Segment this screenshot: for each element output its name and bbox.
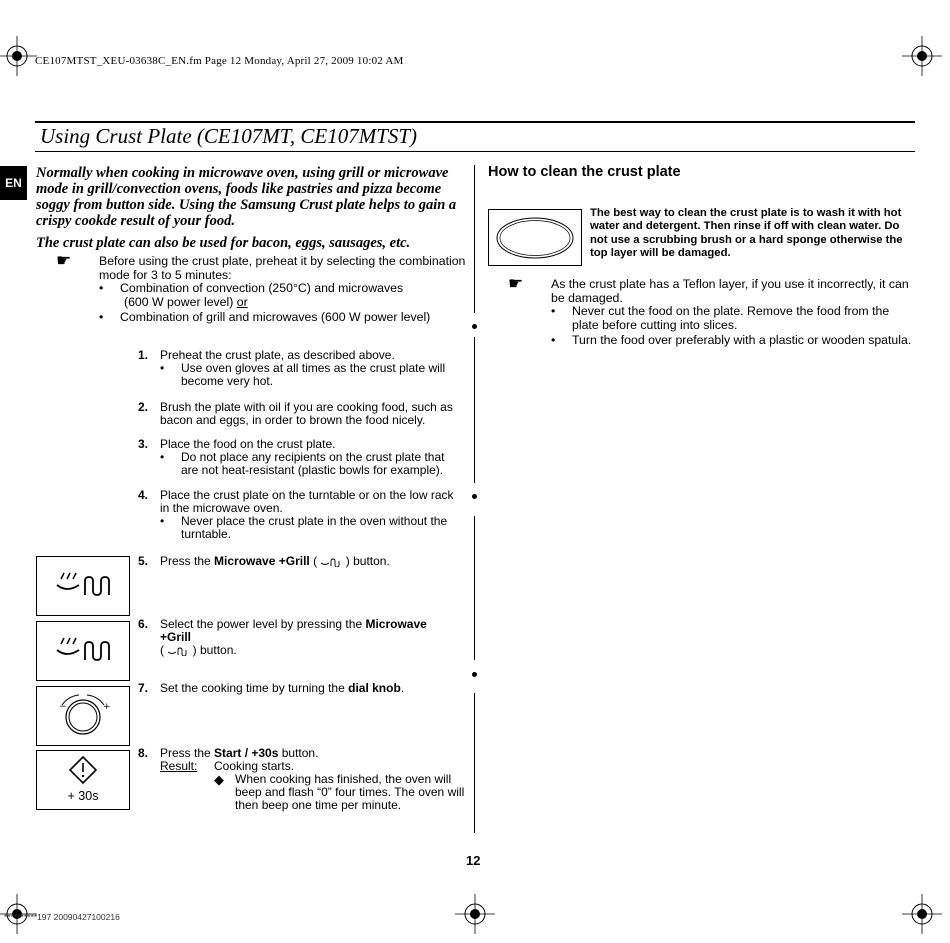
bullet-icon: • <box>160 450 165 464</box>
power-level-text: (600 W power level) <box>124 295 234 309</box>
step-7-pre: Set the cooking time by turning the <box>160 681 349 695</box>
crust-plate-icon <box>489 210 581 265</box>
intro-paragraph-2: The crust plate can also be used for bacon, eggs, sausages, etc. <box>36 235 411 251</box>
step-3-text: Place the food on the crust plate. <box>160 437 336 451</box>
intro-paragraph: Normally when cooking in microwave oven, using grill or microwave mode in grill/convection ovens, foods like pastries and pizza become soggy from button side. Using the Samsung Crust plate helps to gain a crispy cookde result of your food. <box>36 165 457 229</box>
microwave-grill-button-panel <box>36 621 130 681</box>
dial-knob-panel <box>36 686 130 746</box>
step-8-pre: Press the <box>160 746 215 760</box>
step-1-sub: Use oven gloves at all times as the crust plate will become very hot. <box>181 361 446 388</box>
microwave-grill-icon <box>167 646 189 656</box>
column-divider <box>474 337 475 483</box>
teflon-note: As the crust plate has a Teflon layer, if you use it incorrectly, it can be damaged. <box>551 277 909 305</box>
diamond-bullet-icon: ◆ <box>214 772 224 787</box>
microwave-grill-icon <box>37 557 129 615</box>
language-tab: EN <box>0 166 27 200</box>
step-7-post: . <box>400 681 405 695</box>
step-7-text <box>160 682 465 695</box>
registration-mark-icon <box>455 894 495 934</box>
pointing-hand-icon: ☛ <box>508 274 524 293</box>
step-number: 1. <box>138 348 149 362</box>
file-info-header: CE107MTST_XEU-03638C_EN.fm Page 12 Monday, April 27, 2009 10:02 AM <box>35 55 404 67</box>
step-number: 5. <box>138 554 149 568</box>
start-button-label: + 30s <box>67 789 99 803</box>
or-text: or <box>236 295 248 309</box>
result-text: Cooking starts. <box>214 759 295 773</box>
step-8-post: button. <box>278 746 319 760</box>
bullet-icon: • <box>160 361 165 375</box>
crust-plate-image <box>488 209 582 266</box>
step-4-text: Place the crust plate on the turntable or on the low rack in the microwave oven. <box>160 488 454 515</box>
start-label: Start / +30s <box>214 746 279 760</box>
dial-knob-icon <box>37 687 129 745</box>
pointing-hand-icon: ☛ <box>56 251 72 270</box>
step-5-pre: Press the <box>160 554 215 568</box>
footer-code: **********197 20090427100216 <box>4 912 120 922</box>
paren-open: ( <box>160 643 164 657</box>
paren-close: ) button. <box>189 643 237 657</box>
step-6-pre: Select the power level by pressing the <box>160 617 366 631</box>
title-rule-top <box>35 121 915 123</box>
registration-mark-icon <box>902 36 942 76</box>
microwave-grill-label: Microwave +Grill <box>214 554 310 568</box>
microwave-grill-button-panel <box>36 556 130 616</box>
microwave-grill-icon <box>320 557 342 567</box>
cleaning-instructions: The best way to clean the crust plate is to wash it with hot water and detergent. Then rinse if off with clean water. Do not use a scrubbing brush or a hard sponge otherwise the top layer will be damaged. <box>590 207 903 260</box>
microwave-grill-icon <box>37 622 129 680</box>
column-divider <box>474 165 475 313</box>
paren-open: ( <box>309 554 318 568</box>
preheat-bullet-2: Combination of grill and microwaves (600 W power level) <box>120 310 431 324</box>
registration-mark-icon <box>902 894 942 934</box>
dial-knob-label: dial knob <box>348 681 401 695</box>
svg-text:+: + <box>103 702 111 712</box>
bullet-icon: • <box>160 514 165 528</box>
start-diamond-icon <box>37 751 129 791</box>
step-6-text <box>160 618 460 657</box>
divider-dot <box>472 494 477 499</box>
step-5-text <box>160 555 465 568</box>
clean-bullet-2: Turn the food over preferably with a plastic or wooden spatula. <box>572 333 912 347</box>
step-number: 4. <box>138 488 149 502</box>
registration-mark-icon <box>0 36 37 76</box>
bullet-icon: • <box>551 333 556 347</box>
step-4-sub: Never place the crust plate in the oven without the turntable. <box>181 514 448 541</box>
paren-close: ) button. <box>342 554 390 568</box>
step-8-text <box>160 747 465 760</box>
step-1-text: Preheat the crust plate, as described above. <box>160 348 395 362</box>
column-divider <box>474 693 475 833</box>
divider-dot <box>472 672 477 677</box>
preheat-bullet-1-line2 <box>124 295 248 309</box>
svg-text:−: − <box>59 702 67 712</box>
page-number: 12 <box>466 853 481 868</box>
clean-bullet-1: Never cut the food on the plate. Remove the food from the plate before cutting into slices. <box>572 304 890 332</box>
step-number: 3. <box>138 437 149 451</box>
bullet-icon: • <box>99 281 104 295</box>
step-number: 6. <box>138 617 149 631</box>
divider-dot <box>472 324 477 329</box>
microwave-grill-label: Microwave +Grill <box>160 617 427 644</box>
step-3-sub: Do not place any recipients on the crust plate that are not heat-resistant (plastic bowls for example). <box>181 450 445 477</box>
step-8-sub: When cooking has finished, the oven will beep and flash “0” four times. The oven will then beep one time per minute. <box>235 772 465 812</box>
title-rule-bottom <box>35 151 915 152</box>
step-number: 8. <box>138 746 149 760</box>
result-label-text: Result: <box>160 759 198 773</box>
step-number: 2. <box>138 400 149 414</box>
start-button-panel <box>36 750 130 810</box>
step-2-text: Brush the plate with oil if you are cooking food, such as bacon and eggs, in order to brown the food nicely. <box>160 400 453 427</box>
bullet-icon: • <box>99 310 104 324</box>
column-divider <box>474 516 475 660</box>
result-label <box>160 760 197 773</box>
step-number: 7. <box>138 681 149 695</box>
page-title: Using Crust Plate (CE107MT, CE107MTST) <box>40 124 418 148</box>
section-heading: How to clean the crust plate <box>488 164 681 180</box>
preheat-note-text: Before using the crust plate, preheat it by selecting the combination mode for 3 to 5 minutes: <box>99 254 466 282</box>
preheat-bullet-1: Combination of convection (250°C) and microwaves <box>120 281 404 295</box>
bullet-icon: • <box>551 304 556 318</box>
